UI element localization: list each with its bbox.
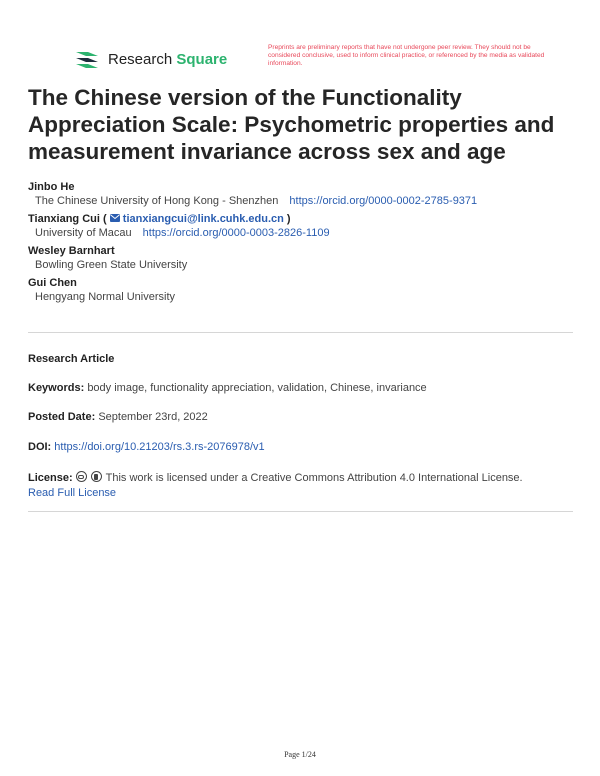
author-affiliation: The Chinese University of Hong Kong - Shenzhen <box>35 195 279 207</box>
article-type-label: Research Article <box>28 353 115 365</box>
page-number: Page 1/24 <box>284 750 316 759</box>
author-affiliation-line <box>28 226 573 241</box>
cc-by-icon <box>91 471 102 482</box>
author-entry <box>28 180 573 209</box>
research-square-logo[interactable] <box>74 46 227 72</box>
author-affiliation: Hengyang Normal University <box>35 291 175 303</box>
license-label: License: <box>28 472 73 484</box>
author-name: Gui Chen <box>28 277 77 289</box>
logo-text-accent: Square <box>176 50 228 68</box>
posted-date-label: Posted Date: <box>28 411 96 423</box>
logo-text-main: Research <box>108 50 173 68</box>
keywords-line <box>28 381 573 396</box>
preprint-disclaimer: Preprints are preliminary reports that have not undergone peer review. They should not be considered conclusive, used to inform clinical practice, or referenced by the media as validated information. <box>268 44 545 67</box>
cc-icon <box>76 471 87 482</box>
keywords-value: body image, functionality appreciation, validation, Chinese, invariance <box>87 382 427 394</box>
doi-link[interactable]: https://doi.org/10.21203/rs.3.rs-2076978/v1 <box>54 441 265 453</box>
posted-date-value: September 23rd, 2022 <box>98 411 208 423</box>
author-email-link[interactable]: tianxiangcui@link.cuhk.edu.cn <box>122 213 284 225</box>
keywords-label: Keywords: <box>28 382 85 394</box>
author-entry <box>28 212 573 241</box>
license-text: This work is licensed under a Creative Commons Attribution 4.0 International License. <box>105 472 523 484</box>
posted-date-line <box>28 410 573 425</box>
author-affiliation-line <box>28 194 573 209</box>
author-name-line <box>28 212 573 226</box>
orcid-link[interactable]: https://orcid.org/0000-0002-2785-9371 <box>289 195 478 207</box>
author-affiliation: University of Macau <box>35 227 132 239</box>
email-group: ( tianxiangcui@link.cuhk.edu.cn ) <box>102 213 291 225</box>
email-icon <box>110 214 120 222</box>
orcid-link[interactable]: https://orcid.org/0000-0003-2826-1109 <box>142 227 330 239</box>
author-name: Tianxiang Cui <box>28 213 100 225</box>
author-entry <box>28 276 573 305</box>
author-name: Wesley Barnhart <box>28 245 115 257</box>
doi-line <box>28 440 573 455</box>
article-type <box>28 352 573 367</box>
author-list <box>28 180 573 308</box>
article-title: The Chinese version of the Functionality Appreciation Scale: Psychometric properties and measurement invariance across sex and age <box>28 85 555 164</box>
doi-label: DOI: <box>28 441 52 453</box>
research-square-logo-icon <box>74 46 100 72</box>
section-divider <box>28 332 573 333</box>
author-name: Jinbo He <box>28 181 75 193</box>
read-full-license-link[interactable]: Read Full License <box>28 487 117 499</box>
license-block <box>28 471 573 501</box>
author-entry <box>28 244 573 273</box>
logo-text <box>108 51 227 68</box>
section-divider <box>28 511 573 512</box>
author-affiliation: Bowling Green State University <box>35 259 188 271</box>
